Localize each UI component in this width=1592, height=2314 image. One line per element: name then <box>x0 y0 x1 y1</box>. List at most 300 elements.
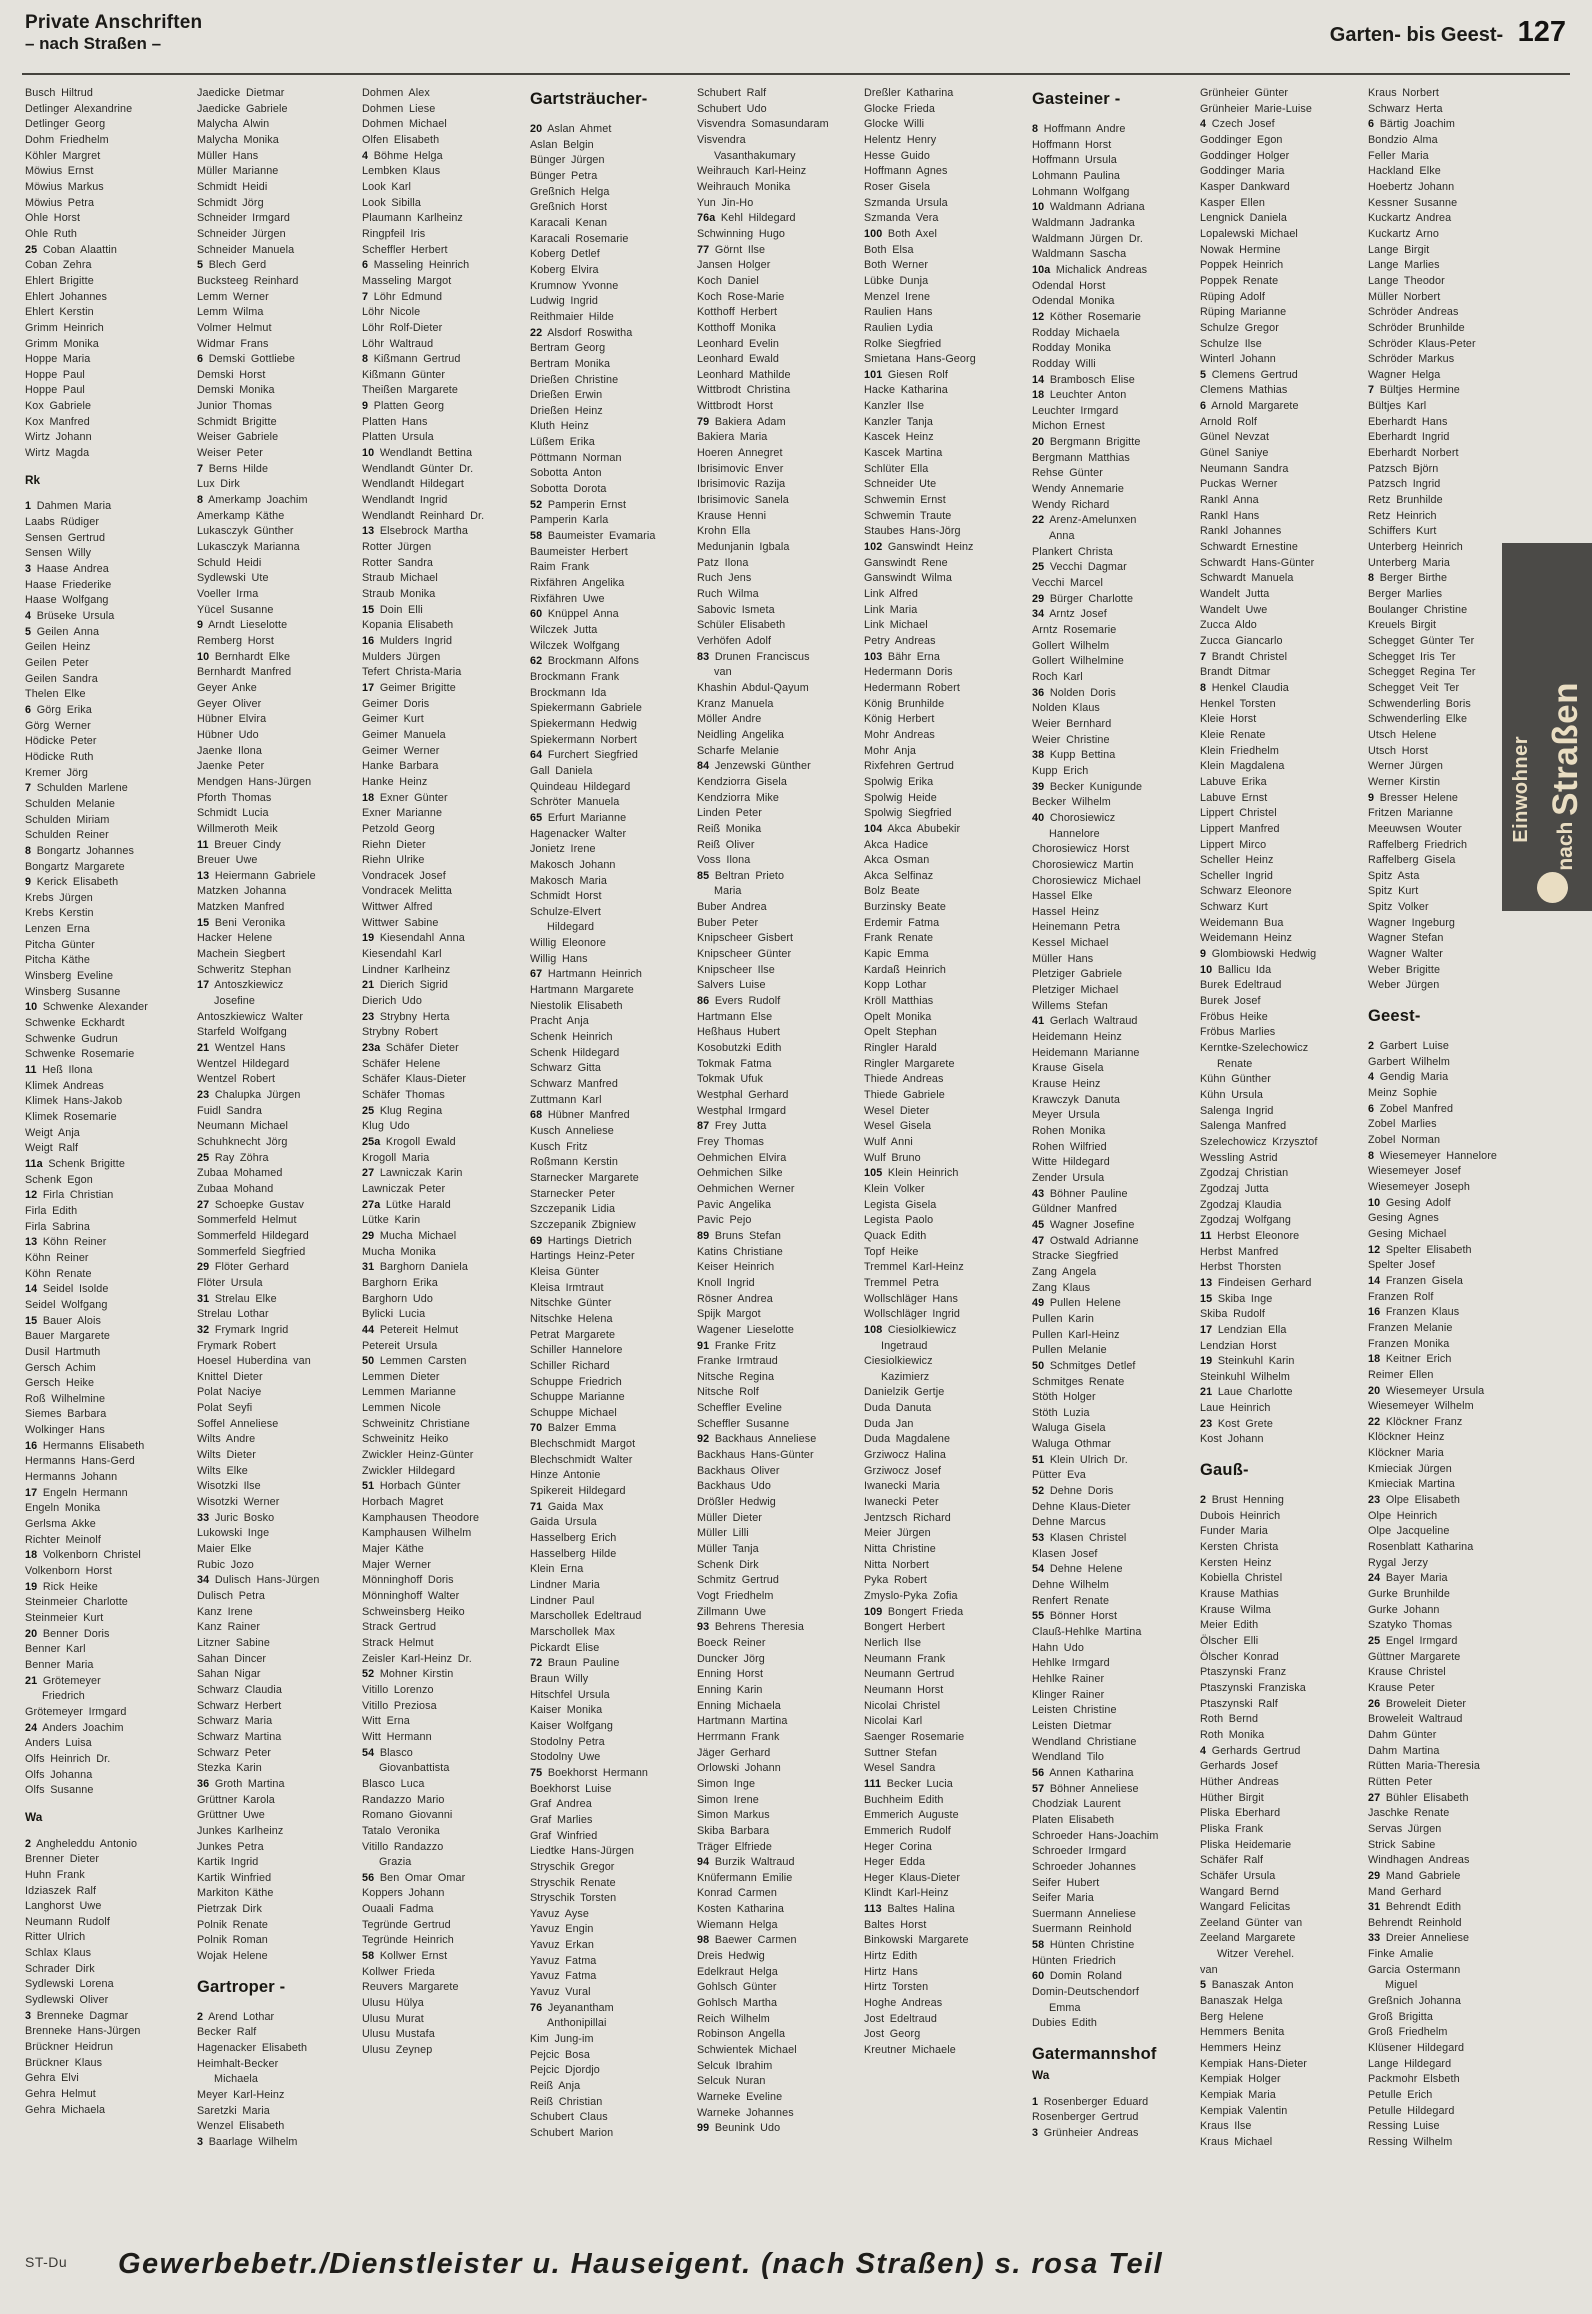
directory-entry: Weier Christine <box>1032 733 1110 746</box>
directory-entry: Oehmichen Silke <box>697 1167 783 1180</box>
directory-entry: Look Karl <box>362 180 412 193</box>
directory-entry: Müller Hans <box>1032 952 1094 965</box>
directory-entry: 31 Barghorn Daniela <box>362 1261 468 1274</box>
directory-entry: 25 Klug Regina <box>362 1104 443 1117</box>
directory-entry: Enning Horst <box>697 1668 764 1681</box>
directory-entry: Akca Osman <box>864 854 930 867</box>
column-gap <box>1200 1448 1366 1457</box>
directory-entry: Weier Bernhard <box>1032 717 1112 730</box>
directory-entry: Hitschfel Ursula <box>530 1688 610 1701</box>
directory-entry: Bertram Monika <box>530 357 611 370</box>
directory-entry: Kreuels Birgit <box>1368 619 1437 632</box>
directory-entry: Leonhard Mathilde <box>697 368 791 381</box>
directory-entry: Bünger Petra <box>530 169 598 182</box>
directory-entry: Backhaus Udo <box>697 1480 771 1493</box>
directory-entry: Kuckartz Andrea <box>1368 212 1452 225</box>
directory-entry: Platten Hans <box>362 415 428 428</box>
directory-column <box>1368 86 1564 2151</box>
directory-entry: Voss Ilona <box>697 854 751 867</box>
directory-entry: Burek Edeltraud <box>1200 979 1282 992</box>
directory-entry: Klüsener Hildegard <box>1368 2042 1465 2055</box>
directory-entry: Koberg Detlef <box>530 248 600 261</box>
directory-entry: Utsch Helene <box>1368 728 1437 741</box>
directory-entry: Grüttner Uwe <box>197 1809 265 1822</box>
directory-entry: Lohmann Wolfgang <box>1032 185 1130 198</box>
directory-entry: 9 Bresser Helene <box>1368 791 1459 804</box>
directory-entry: Greßnich Horst <box>530 201 608 214</box>
directory-entry: Nitsche Regina <box>697 1370 775 1383</box>
directory-entry: Schwenke Rosemarie <box>25 1048 135 1061</box>
directory-entry: Stöth Holger <box>1032 1391 1096 1404</box>
directory-entry: Löhr Nicole <box>362 306 421 319</box>
directory-entry: Plaumann Karlheinz <box>362 212 463 225</box>
directory-entry: Hagenacker Walter <box>530 827 627 840</box>
directory-entry: Schiller Hannelore <box>530 1344 623 1357</box>
directory-entry: Träger Elfriede <box>697 1840 773 1853</box>
directory-entry: 33 Juric Bosko <box>197 1511 275 1524</box>
directory-entry: Keiser Heinrich <box>697 1261 775 1274</box>
directory-entry: Knipscheer Ilse <box>697 963 775 976</box>
directory-entry: Krause Henni <box>697 509 767 522</box>
directory-entry: Wojak Helene <box>197 1950 268 1963</box>
directory-entry: Baumeister Herbert <box>530 545 628 558</box>
directory-column <box>362 86 528 2059</box>
directory-entry: Ulusu Hülya <box>362 1997 424 2010</box>
directory-entry: Fröbus Heike <box>1200 1010 1268 1023</box>
entry-continuation: Hildegard <box>547 921 595 934</box>
directory-entry: Lenzen Erna <box>25 923 90 936</box>
page-subtitle: – nach Straßen – <box>25 34 162 53</box>
directory-entry: Bünger Jürgen <box>530 154 605 167</box>
directory-entry: 18 Volkenborn Christel <box>25 1549 141 1562</box>
directory-entry: 7 Löhr Edmund <box>362 290 443 303</box>
directory-entry: Krause Peter <box>1368 1681 1435 1694</box>
directory-entry: Hacke Katharina <box>864 384 948 397</box>
directory-entry: Hoeren Annegret <box>697 447 783 460</box>
directory-entry: Menzel Irene <box>864 290 931 303</box>
directory-entry: Platen Elisabeth <box>1032 1813 1115 1826</box>
directory-entry: 50 Schmitges Detlef <box>1032 1359 1136 1372</box>
directory-entry: Rubic Jozo <box>197 1558 254 1571</box>
directory-entry: 12 Spelter Elisabeth <box>1368 1243 1472 1256</box>
directory-entry: Vogt Friedhelm <box>697 1590 774 1602</box>
directory-entry: Malycha Monika <box>197 133 279 146</box>
directory-entry: Rotter Sandra <box>362 556 434 569</box>
directory-entry: 5 Banaszak Anton <box>1200 1979 1294 1992</box>
directory-entry: Skiba Rudolf <box>1200 1308 1265 1321</box>
street-header: Geest- <box>1368 1007 1421 1026</box>
directory-entry: Brückner Heidrun <box>25 2041 114 2054</box>
directory-entry: Ehlert Brigitte <box>25 274 94 287</box>
directory-entry: Spikereit Hildegard <box>530 1485 626 1498</box>
directory-entry: Duda Magdalene <box>864 1433 951 1446</box>
directory-entry: Schneider Manuela <box>197 243 295 256</box>
directory-entry: Eberhardt Hans <box>1368 415 1448 428</box>
directory-entry: Wittbrodt Christina <box>697 384 791 397</box>
directory-entry: Thiede Gabriele <box>864 1089 945 1101</box>
directory-entry: Barghorn Erika <box>362 1276 438 1289</box>
directory-entry: Poppek Heinrich <box>1200 259 1284 272</box>
directory-entry: Tatalo Veronika <box>362 1824 440 1837</box>
directory-entry: Pöttmann Norman <box>530 451 622 464</box>
directory-entry: Geilen Sandra <box>25 672 98 685</box>
directory-entry: Ibrisimovic Razija <box>697 478 786 491</box>
directory-entry: Schwarz Herbert <box>197 1699 282 1712</box>
directory-entry: Petry Andreas <box>864 634 936 647</box>
directory-entry: Seidel Wolfgang <box>25 1298 108 1311</box>
directory-entry: Simon Irene <box>697 1793 759 1806</box>
directory-entry: Bucksteeg Reinhard <box>197 274 299 287</box>
directory-entry: Spelter Josef <box>1368 1259 1435 1272</box>
directory-entry: 44 Petereit Helmut <box>362 1323 459 1336</box>
directory-entry: Dreßler Katharina <box>864 87 954 99</box>
directory-entry: Hinze Antonie <box>530 1469 601 1482</box>
directory-entry: Buchheim Edith <box>864 1793 944 1806</box>
directory-entry: Nicolai Christel <box>864 1699 941 1712</box>
directory-entry: Packmohr Elsbeth <box>1368 2073 1460 2086</box>
directory-entry: Schenk Dirk <box>697 1558 759 1571</box>
directory-entry: Rüping Adolf <box>1200 290 1265 303</box>
directory-entry: Reuvers Margarete <box>362 1981 459 1994</box>
directory-entry: Kempiak Maria <box>1200 2089 1276 2102</box>
directory-entry: Scheller Ingrid <box>1200 869 1274 882</box>
directory-entry: Graf Andrea <box>530 1798 592 1811</box>
directory-entry: Mand Gerhard <box>1368 1885 1442 1898</box>
directory-entry: 7 Brandt Christel <box>1200 650 1288 663</box>
directory-entry: Haase Wolfgang <box>25 594 109 607</box>
directory-entry: Roth Bernd <box>1200 1713 1259 1726</box>
directory-entry: Schwardt Manuela <box>1200 572 1294 585</box>
directory-entry: Meier Edith <box>1200 1619 1259 1632</box>
directory-entry: 54 Blasco <box>362 1746 413 1759</box>
directory-entry: 10 Bernhardt Elke <box>197 650 291 663</box>
directory-entry: Zucca Giancarlo <box>1200 634 1283 647</box>
directory-entry: Hoppe Maria <box>25 353 91 366</box>
directory-entry: Olfs Heinrich Dr. <box>25 1752 111 1765</box>
directory-entry: Krause Wilma <box>1200 1603 1271 1616</box>
directory-entry: Ohle Horst <box>25 212 81 225</box>
directory-entry: Wolkinger Hans <box>25 1424 105 1437</box>
directory-entry: Pickardt Elise <box>530 1641 600 1654</box>
directory-entry: Schmidt Heidi <box>197 180 268 193</box>
directory-entry: Schwenke Gudrun <box>25 1032 118 1045</box>
directory-entry: Kerntke-Szelechowicz <box>1200 1042 1309 1055</box>
entry-continuation: Grazia <box>379 1856 412 1869</box>
column-gap <box>1032 2086 1198 2095</box>
directory-entry: Yavuz Engin <box>530 1923 594 1936</box>
directory-entry: 50 Lemmen Carsten <box>362 1355 467 1368</box>
directory-entry: Krebs Kerstin <box>25 907 94 920</box>
directory-entry: Binkowski Margarete <box>864 1934 969 1947</box>
directory-entry: 36 Groth Martina <box>197 1777 285 1790</box>
directory-entry: Kleisa Günter <box>530 1265 600 1278</box>
directory-entry: Legista Paolo <box>864 1214 934 1227</box>
directory-entry: Buber Andrea <box>697 901 767 914</box>
directory-entry: Engeln Monika <box>25 1502 101 1515</box>
directory-entry: Bergmann Matthias <box>1032 451 1130 464</box>
directory-entry: Kost Johann <box>1200 1433 1264 1446</box>
directory-entry: Lange Marlies <box>1368 259 1440 272</box>
directory-entry: Dubois Heinrich <box>1200 1509 1281 1522</box>
directory-entry: Hermanns Johann <box>25 1471 118 1484</box>
directory-entry: Kendziorra Gisela <box>697 775 788 788</box>
directory-entry: Selcuk Ibrahim <box>697 2059 773 2072</box>
directory-entry: Suttner Stefan <box>864 1746 937 1759</box>
directory-entry: Schuppe Marianne <box>530 1391 625 1404</box>
directory-entry: 11 Heß Ilona <box>25 1064 93 1077</box>
directory-entry: 5 Blech Gerd <box>197 259 267 272</box>
directory-entry: 9 Glombiowski Hedwig <box>1200 948 1317 961</box>
directory-entry: Glocke Frieda <box>864 102 936 115</box>
directory-entry: Zuttmann Karl <box>530 1093 602 1106</box>
directory-entry: Schwarz Gitta <box>530 1062 602 1075</box>
directory-entry: 60 Domin Roland <box>1032 1970 1122 1983</box>
directory-entry: Waldmann Sascha <box>1032 248 1127 261</box>
directory-entry: Graf Winfried <box>530 1829 598 1842</box>
directory-entry: Theißen Margarete <box>362 384 459 397</box>
directory-entry: Heger Edda <box>864 1856 926 1869</box>
directory-entry: Michon Ernest <box>1032 420 1105 433</box>
entry-continuation: Miguel <box>1385 1979 1418 1992</box>
directory-entry: Lange Hildegard <box>1368 2057 1452 2070</box>
directory-entry: Schiller Richard <box>530 1359 610 1372</box>
directory-entry: Spitz Kurt <box>1368 885 1419 898</box>
directory-entry: 22 Alsdorf Roswitha <box>530 326 633 339</box>
directory-entry: 8 Kißmann Gertrud <box>362 353 461 366</box>
directory-entry: Makosch Maria <box>530 874 608 887</box>
directory-entry: Sydlewski Oliver <box>25 1994 109 2007</box>
directory-entry: Kim Jung-im <box>530 2033 594 2046</box>
directory-entry: Spijk Margot <box>697 1308 761 1321</box>
directory-entry: Rixfähren Angelika <box>530 577 625 590</box>
directory-entry: König Herbert <box>864 713 935 726</box>
directory-entry: Tokmak Fatma <box>697 1057 772 1070</box>
directory-entry: Pracht Anja <box>530 1015 589 1028</box>
directory-entry: Möwius Petra <box>25 196 95 209</box>
directory-entry: Neumann Michael <box>197 1120 289 1133</box>
directory-entry: Kanz Irene <box>197 1605 253 1618</box>
directory-entry: Wendy Richard <box>1032 498 1110 511</box>
directory-entry: Retz Heinrich <box>1368 509 1437 522</box>
directory-entry: Ruch Jens <box>697 572 752 585</box>
directory-entry: Sommerfeld Hildegard <box>197 1229 309 1242</box>
directory-entry: Glocke Willi <box>864 118 925 131</box>
directory-entry: 2 Brust Henning <box>1200 1494 1284 1507</box>
directory-entry: Lux Dirk <box>197 478 240 491</box>
directory-entry: 21 Wentzel Hans <box>197 1042 286 1055</box>
directory-entry: Quindeau Hildegard <box>530 780 631 793</box>
directory-entry: 75 Boekhorst Hermann <box>530 1766 649 1779</box>
directory-entry: Dreis Hedwig <box>697 1950 765 1963</box>
directory-entry: Krause Gisela <box>1032 1062 1104 1075</box>
directory-entry: Schenk Hildegard <box>530 1046 620 1059</box>
directory-entry: Gaida Ursula <box>530 1516 597 1529</box>
directory-entry: Schegget Regina Ter <box>1368 666 1476 679</box>
directory-entry: Görg Werner <box>25 719 91 732</box>
directory-entry: Weihrauch Karl-Heinz <box>697 165 807 178</box>
directory-entry: Ressing Wilhelm <box>1368 2136 1453 2148</box>
directory-entry: Bauer Margarete <box>25 1330 111 1343</box>
directory-entry: Langhorst Uwe <box>25 1900 102 1913</box>
directory-entry: 4 Brüseke Ursula <box>25 610 115 622</box>
directory-entry: Labuve Ernst <box>1200 791 1268 804</box>
directory-entry: 85 Beltran Prieto <box>697 869 785 882</box>
directory-entry: 101 Giesen Rolf <box>864 368 948 381</box>
directory-entry: Günel Saniye <box>1200 447 1269 460</box>
directory-entry: 15 Doin Elli <box>362 603 423 616</box>
directory-entry: Müller Hans <box>197 149 259 162</box>
directory-entry: Szmanda Ursula <box>864 196 948 209</box>
directory-entry: Zeeland Margarete <box>1200 1932 1296 1945</box>
directory-entry: Klein Magdalena <box>1200 760 1285 773</box>
directory-entry: Wittbrodt Horst <box>697 400 773 413</box>
directory-entry: Winsberg Eveline <box>25 970 114 983</box>
directory-entry: Gollert Wilhelm <box>1032 639 1110 652</box>
directory-entry: Hartmann Else <box>697 1010 773 1023</box>
directory-entry: Kröll Matthias <box>864 995 934 1008</box>
directory-entry: Haase Friederike <box>25 578 112 591</box>
directory-entry: Petulle Hildegard <box>1368 2104 1455 2117</box>
directory-entry: Wagner Stefan <box>1368 932 1444 945</box>
directory-entry: 2 Arend Lothar <box>197 2010 275 2023</box>
directory-entry: Kascek Heinz <box>864 431 934 444</box>
directory-entry: Klug Udo <box>362 1120 410 1133</box>
directory-entry: Hünten Friedrich <box>1032 1954 1116 1967</box>
entry-continuation: Hannelore <box>1049 827 1100 840</box>
directory-entry: Finke Amalie <box>1368 1948 1434 1961</box>
directory-entry: Mönninghoff Doris <box>362 1574 454 1587</box>
entry-continuation: Emma <box>1049 2001 1081 2014</box>
directory-entry: Schwardt Hans-Günter <box>1200 556 1315 569</box>
directory-entry: Wiesemeyer Joseph <box>1368 1180 1471 1193</box>
directory-entry: Reiß Anja <box>530 2080 581 2093</box>
directory-entry: Mulders Jürgen <box>362 650 441 663</box>
directory-entry: Ganswindt Wilma <box>864 572 952 585</box>
directory-entry: Knüfermann Emilie <box>697 1871 793 1884</box>
directory-entry: Huhn Frank <box>25 1868 85 1881</box>
directory-entry: 8 Berger Birthe <box>1368 572 1448 585</box>
directory-entry: Wentzel Hildegard <box>197 1057 290 1070</box>
directory-entry: 11a Schenk Brigitte <box>25 1157 125 1170</box>
directory-entry: Brückner Klaus <box>25 2056 103 2069</box>
directory-entry: Klimek Rosemarie <box>25 1111 117 1123</box>
directory-entry: Geimer Werner <box>362 744 440 757</box>
directory-entry: Strybny Robert <box>362 1026 438 1039</box>
directory-entry: Franzen Melanie <box>1368 1321 1453 1334</box>
directory-entry: Schubert Udo <box>697 102 767 115</box>
directory-entry: Waldmann Jürgen Dr. <box>1032 232 1143 245</box>
directory-entry: Jost Georg <box>864 2028 921 2041</box>
directory-entry: Suermann Reinhold <box>1032 1923 1132 1936</box>
directory-entry: Volmer Helmut <box>197 321 272 334</box>
directory-entry: 26 Broweleit Dieter <box>1368 1697 1467 1710</box>
directory-entry: Bertram Georg <box>530 342 606 355</box>
directory-entry: Opelt Stephan <box>864 1026 937 1039</box>
entry-continuation: Vasanthakumary <box>714 149 796 162</box>
directory-entry: Zang Klaus <box>1032 1281 1091 1294</box>
directory-entry: Oehmichen Elvira <box>697 1151 787 1164</box>
directory-entry: Kersten Heinz <box>1200 1556 1272 1569</box>
directory-entry: 13 Elsebrock Martha <box>362 525 468 538</box>
directory-entry: Olfen Elisabeth <box>362 133 440 146</box>
directory-entry: Lemmen Marianne <box>362 1386 457 1399</box>
directory-entry: Brenneke Hans-Jürgen <box>25 2025 141 2038</box>
directory-column <box>1032 86 1198 2142</box>
directory-entry: Voeller Irma <box>197 588 259 600</box>
directory-entry: Unterberg Heinrich <box>1368 541 1463 554</box>
directory-entry: Kapic Emma <box>864 948 929 961</box>
directory-entry: 93 Behrens Theresia <box>697 1621 804 1634</box>
directory-entry: Zgodzaj Klaudia <box>1200 1198 1282 1211</box>
directory-entry: 19 Kiesendahl Anna <box>362 932 465 945</box>
directory-entry: 4 Gerhards Gertrud <box>1200 1744 1301 1757</box>
directory-entry: 64 Furchert Siegfried <box>530 749 638 762</box>
directory-entry: Junkes Karlheinz <box>197 1824 284 1837</box>
directory-entry: 43 Böhner Pauline <box>1032 1187 1128 1200</box>
directory-column <box>1200 86 1366 2151</box>
directory-entry: Kox Manfred <box>25 415 90 428</box>
directory-entry: Berg Helene <box>1200 2010 1264 2023</box>
directory-entry: Gall Daniela <box>530 764 593 777</box>
directory-entry: Ouaali Fadma <box>362 1903 434 1916</box>
directory-entry: 18 Leuchter Anton <box>1032 389 1127 402</box>
directory-entry: Witt Erna <box>362 1715 410 1728</box>
directory-entry: Westphal Irmgard <box>697 1104 787 1117</box>
directory-entry: Stodolny Petra <box>530 1735 605 1748</box>
directory-entry: Suermann Anneliese <box>1032 1907 1136 1920</box>
directory-entry: Franzen Monika <box>1368 1337 1450 1350</box>
directory-entry: 76 Jeyanantham <box>530 2001 614 2014</box>
directory-entry: Blasco Luca <box>362 1777 425 1790</box>
directory-entry: 108 Ciesiolkiewicz <box>864 1323 957 1336</box>
directory-entry: Krause Heinz <box>1032 1078 1101 1091</box>
directory-entry: Vondracek Melitta <box>362 885 453 898</box>
directory-entry: Wendlandt Günter Dr. <box>362 462 474 475</box>
directory-entry: Odendal Horst <box>1032 279 1106 292</box>
directory-entry: 54 Dehne Helene <box>1032 1563 1123 1576</box>
directory-entry: 8 Bongartz Johannes <box>25 844 134 857</box>
directory-entry: Fuidl Sandra <box>197 1104 262 1117</box>
directory-entry: Koberg Elvira <box>530 263 599 276</box>
directory-entry: Bondzio Alma <box>1368 133 1438 146</box>
directory-entry: Fritzen Marianne <box>1368 807 1454 820</box>
directory-entry: Hacker Helene <box>197 932 273 945</box>
directory-entry: 34 Arntz Josef <box>1032 608 1107 621</box>
directory-entry: Ganswindt Rene <box>864 556 948 569</box>
directory-entry: Leisten Dietmar <box>1032 1719 1112 1732</box>
directory-entry: Hassel Elke <box>1032 890 1093 903</box>
directory-entry: Zillmann Uwe <box>697 1605 767 1618</box>
directory-entry: Mendgen Hans-Jürgen <box>197 775 312 788</box>
directory-entry: Pejcic Bosa <box>530 2048 591 2061</box>
directory-entry: Wesel Gisela <box>864 1120 932 1133</box>
directory-entry: 87 Frey Jutta <box>697 1120 767 1133</box>
directory-entry: 5 Geilen Anna <box>25 625 100 638</box>
directory-entry: Wiesemeyer Wilhelm <box>1368 1400 1474 1413</box>
directory-entry: Yun Jin-Ho <box>697 196 754 209</box>
directory-entry: Kosobutzki Edith <box>697 1042 782 1055</box>
directory-entry: Thelen Elke <box>25 688 86 701</box>
directory-entry: Hartmann Margarete <box>530 984 634 997</box>
directory-entry: Schenk Heinrich <box>530 1031 613 1044</box>
thumb-register-tab[interactable] <box>1502 543 1592 911</box>
directory-entry: Schiffers Kurt <box>1368 525 1437 538</box>
directory-column <box>530 86 696 2142</box>
directory-entry: Petulle Erich <box>1368 2089 1433 2102</box>
directory-entry: 102 Ganswindt Heinz <box>864 541 974 554</box>
directory-entry: Polnik Roman <box>197 1934 268 1947</box>
directory-entry: Kendziorra Mike <box>697 791 780 804</box>
